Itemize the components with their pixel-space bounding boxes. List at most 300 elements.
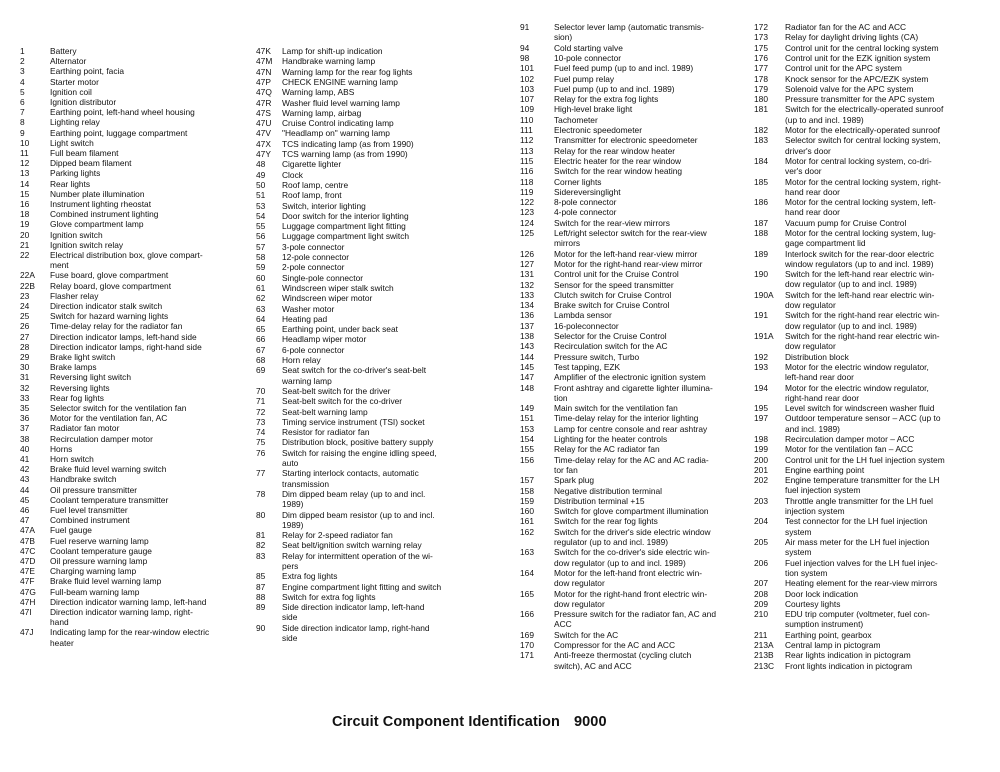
component-description [50,311,168,321]
description-line: Oil pressure transmitter [50,484,138,495]
component-description [50,87,92,97]
component-description [282,345,344,355]
component-entry [520,135,698,145]
component-number: 211 [754,629,768,640]
component-description [785,455,945,465]
description-line: Engine earthing point [785,464,865,475]
component-number: 202 [754,475,768,486]
component-entry [256,386,390,396]
component-number: 131 [520,269,534,280]
component-description [785,249,934,270]
description-line: Pressure switch for the radiator fan, AC and [554,609,716,620]
component-number: 73 [256,416,266,427]
component-description [554,135,698,145]
component-number: 160 [520,506,534,517]
component-entry [20,87,92,97]
component-entry [256,355,321,365]
component-number: 155 [520,444,534,455]
component-number: 122 [520,197,534,208]
component-number: 137 [520,320,534,331]
component-entry [256,180,348,190]
component-entry [754,383,929,404]
component-entry [20,515,130,525]
component-description [554,383,713,404]
description-line: (up to and incl. 1989) [785,114,864,125]
component-entry [520,22,704,43]
component-number: 65 [256,324,266,335]
description-line: left-hand rear door [785,372,854,383]
component-number: 183 [754,135,768,146]
component-number: 107 [520,94,534,105]
description-line: Lighting for the heater controls [554,434,668,444]
component-number: 67 [256,344,266,355]
description-line: Starter motor [50,76,99,87]
description-line: Brake switch for Cruise Control [554,300,670,311]
description-line: Interlock switch for the rear-door electric [785,248,934,259]
description-line: Selector lever lamp (automatic transmis- [554,22,704,32]
component-description [282,623,430,644]
component-description [785,32,918,42]
component-entry [256,571,337,581]
component-description [282,530,393,540]
description-line: driver's door [785,145,831,156]
component-description [785,135,940,156]
description-line: Relay for the extra fog lights [554,94,659,105]
component-description [282,396,402,406]
component-number: 59 [256,262,266,273]
component-number: 54 [256,210,266,221]
component-entry [754,362,929,383]
component-number: 94 [520,42,530,53]
component-description [785,630,872,640]
component-entry [520,259,702,269]
description-line: Test connector for the LH fuel injection [785,516,928,527]
component-number: 30 [20,362,30,373]
description-line: Lamp for centre console and rear ashtray [554,423,708,434]
description-line: Brake lamps [50,362,97,373]
component-number: 145 [520,361,534,372]
component-number: 77 [256,468,266,479]
component-number: 98 [520,52,530,63]
component-number: 80 [256,509,266,520]
component-number: 136 [520,310,534,321]
component-description [50,219,144,229]
component-description [282,87,354,97]
component-description [785,599,840,609]
component-entry [256,273,363,283]
component-entry [20,97,116,107]
component-entry [754,609,930,630]
component-description [785,661,912,671]
description-line: system [785,547,812,558]
component-description [785,434,914,444]
component-number: 87 [256,581,266,592]
component-entry [256,46,383,56]
component-entry [256,221,406,231]
component-description [282,242,344,252]
component-number: 47X [256,138,271,149]
component-description [554,156,681,166]
component-description [785,609,930,630]
component-entry [20,403,186,413]
description-line: Glove compartment lamp [50,219,144,230]
component-description [282,118,394,128]
component-description [282,128,390,138]
component-number: 118 [520,176,534,187]
component-number: 61 [256,282,266,293]
component-number: 190A [754,289,774,300]
component-number: 116 [520,166,534,177]
component-description [50,454,94,464]
component-description [554,568,702,589]
component-description [282,180,348,190]
component-description [785,640,880,650]
component-description [282,98,400,108]
component-number: 143 [520,341,534,352]
component-entry [20,546,152,556]
description-line: Corner lights [554,176,602,187]
component-number: 22B [20,280,35,291]
component-number: 7 [20,107,25,118]
component-description [50,301,162,311]
component-number: 208 [754,588,768,599]
component-entry [520,321,619,331]
component-number: 47G [20,586,36,597]
component-description [282,201,366,211]
component-description [50,270,168,280]
description-line: Fuel gauge [50,525,92,536]
component-number: 165 [520,588,534,599]
description-line: Engine compartment light fitting and switch [282,581,442,592]
description-line: Handbrake switch [50,474,117,485]
description-line: Horn relay [282,355,321,365]
description-line: Reversing lights [50,382,110,393]
component-number: 44 [20,484,30,495]
component-number: 38 [20,433,30,444]
component-number: 184 [754,155,768,166]
component-number: 15 [20,188,30,199]
component-number: 21 [20,239,30,250]
component-number: 47K [256,46,271,56]
description-line: Clock [282,169,303,180]
component-description [50,556,147,566]
component-number: 81 [256,530,266,541]
component-description [282,437,433,447]
component-description [554,290,671,300]
description-line: tor fan [554,464,578,475]
component-description [554,331,667,341]
description-line: Washer motor [282,303,335,314]
description-line: Roof lamp, centre [282,179,349,190]
component-entry [754,640,880,650]
description-line: Front ashtray and cigarette lighter illumina- [554,382,713,393]
description-line: Sidereversinglight [554,186,621,197]
component-description [50,627,209,648]
component-number: 72 [256,406,266,417]
component-number: 47Q [256,87,272,98]
description-line: EDU trip computer (voltmeter, fuel con- [785,609,930,620]
component-number: 193 [754,361,768,372]
component-entry [754,413,940,434]
component-entry [20,107,195,117]
component-number: 186 [754,197,768,208]
component-description [785,74,928,84]
component-entry [520,424,707,434]
description-line: Distribution terminal +15 [554,495,645,506]
description-line: Ignition switch relay [50,239,124,250]
component-number: 213A [754,640,774,650]
component-description [785,125,940,135]
description-line: 1989) [282,499,304,510]
component-number: 56 [256,231,266,242]
description-line: Fuel reserve warning lamp [50,535,149,546]
component-entry [20,607,193,628]
component-description [50,536,149,546]
component-description [50,444,72,454]
component-entry [520,383,713,404]
component-number: 89 [256,602,266,613]
component-description [554,94,658,104]
component-description [50,107,195,117]
component-number: 75 [256,437,266,448]
component-description [554,125,642,135]
component-entry [256,427,370,437]
component-number: 201 [754,464,768,475]
component-description [554,496,645,506]
component-description [554,506,709,516]
component-entry [754,475,940,496]
component-description [282,77,398,87]
description-line: Clutch switch for Cruise Control [554,289,672,300]
component-entry [754,516,927,537]
description-line: Motor for central locking system, co-dri- [785,155,932,166]
description-line: Fuse board, glove compartment [50,270,169,281]
description-line: Direction indicator lamps, right-hand side [50,341,202,352]
component-number: 19 [20,219,30,230]
component-number: 47N [256,66,272,77]
component-entry [754,269,934,290]
description-line: Motor for the electric window regulator, [785,361,929,372]
component-entry [256,149,408,159]
component-number: 46 [20,505,30,515]
component-entry [256,540,422,550]
description-line: Windscreen wiper motor [282,293,373,304]
description-line: High-level brake light [554,104,633,115]
component-entry [20,301,162,311]
description-line: and incl. 1989) [785,423,840,434]
component-number: 47M [256,56,273,67]
component-description [785,496,933,517]
description-line: Switch for the left-hand rear electric win- [785,289,935,300]
component-description [785,589,858,599]
component-number: 132 [520,279,534,290]
component-entry [754,218,906,228]
component-description [50,342,202,352]
description-line: Cold starting valve [554,42,623,53]
component-description [554,640,675,650]
component-number: 22 [20,250,30,260]
component-number: 57 [256,241,266,252]
component-description [554,413,698,423]
component-number: 47R [256,97,272,108]
description-line: Pressure transmitter for the APC system [785,94,935,105]
component-description [50,117,100,127]
component-entry [754,197,936,218]
component-description [282,139,414,149]
component-entry [520,331,667,341]
description-line: system [785,526,812,537]
component-number: 134 [520,300,534,311]
description-line: Seat switch for the co-driver's seat-belt [282,365,427,376]
component-entry [520,146,675,156]
component-entry [520,74,614,84]
description-line: Level switch for windscreen washer fluid [785,403,935,414]
description-line: Direction indicator warning lamp, left-hand [50,596,207,607]
component-entry [20,525,92,535]
component-number: 47V [256,128,271,139]
component-number: 5 [20,86,25,97]
component-entry [20,332,197,342]
description-line: Handbrake warning lamp [282,56,376,67]
component-description [554,74,614,84]
description-line: tion [554,392,568,403]
component-entry [256,139,414,149]
component-entry [256,108,361,118]
component-entry [20,189,145,199]
description-line: window regulators (up to and incl. 1989) [785,258,934,269]
component-number: 26 [20,321,30,332]
component-number: 42 [20,464,30,475]
component-entry [520,372,706,382]
description-line: Lamp for shift-up indication [282,46,383,56]
component-description [785,444,913,454]
description-line: Ignition distributor [50,97,117,107]
description-line: pers [282,560,299,571]
component-description [785,290,934,311]
component-description [50,291,98,301]
component-entry [256,489,425,510]
component-entry [754,465,864,475]
component-number: 147 [520,372,534,383]
description-line: Single-pole connector [282,272,364,283]
component-entry [754,578,937,588]
component-number: 200 [754,454,768,465]
component-entry [754,589,858,599]
component-entry [256,170,303,180]
component-entry [20,209,158,219]
component-description [785,197,936,218]
description-line: warning lamp [282,375,332,386]
component-entry [520,228,707,249]
component-entry [20,270,168,280]
component-description [785,43,939,53]
component-entry [20,240,123,250]
description-line: Test tapping, EZK [554,361,621,372]
component-description [282,510,435,531]
description-line: Control unit for the EZK ignition system [785,52,931,63]
component-entry [520,609,716,630]
component-number: 13 [20,168,30,179]
description-line: Amplifier of the electronic ignition system [554,372,706,383]
description-line: Earthing point, under back seat [282,324,398,335]
component-entry [256,437,433,447]
description-line: dow regulator [554,578,605,589]
component-description [50,281,171,291]
description-line: Front lights indication in pictogram [785,660,913,671]
component-entry [20,444,72,454]
description-line: Direction indicator warning lamp, right- [50,607,193,617]
description-line: Cruise Control indicating lamp [282,118,394,129]
description-line: mirrors [554,238,581,249]
component-entry [256,77,398,87]
component-entry [256,252,349,262]
component-number: 189 [754,248,768,259]
component-entry [754,53,930,63]
description-line: Ignition switch [50,229,103,240]
component-entry [20,148,118,158]
component-entry [520,650,691,671]
component-number: 60 [256,272,266,283]
component-entry [256,190,342,200]
component-number: 126 [520,248,534,259]
description-line: Windscreen wiper stalk switch [282,282,394,293]
description-line: Warning lamp, ABS [282,87,355,98]
component-entry [256,530,393,540]
component-entry [754,455,945,465]
component-description [785,403,934,413]
description-line: Lambda sensor [554,310,612,321]
description-line: hand rear door [785,186,840,197]
component-entry [20,413,167,423]
component-number: 27 [20,331,30,342]
description-line: Switch for raising the engine idling speed, [282,447,437,458]
description-line: ACC [554,619,572,630]
component-description [50,209,158,219]
component-entry [256,396,402,406]
component-entry [20,179,90,189]
component-number: 47D [20,556,36,566]
component-description [785,578,937,588]
component-number: 181 [754,104,768,115]
description-line: Charging warning lamp [50,566,137,577]
component-number: 157 [520,475,534,486]
component-entry [256,304,334,314]
component-entry [520,547,710,568]
description-line: Warning lamp, airbag [282,107,362,118]
component-number: 124 [520,217,534,228]
component-number: 71 [256,396,266,407]
component-description [282,602,424,623]
component-number: 1 [20,46,25,56]
component-description [554,249,697,259]
description-line: dow regulator [554,598,605,609]
component-number: 20 [20,229,30,240]
description-line: Seat-belt switch for the driver [282,385,391,396]
component-description [50,148,118,158]
description-line: Oil pressure warning lamp [50,556,148,566]
description-line: Distribution block [785,351,849,362]
description-line: 3-pole connector [282,241,345,252]
component-number: 47I [20,607,32,617]
description-line: Fuel pump relay [554,73,615,84]
component-entry [754,403,934,413]
component-number: 55 [256,221,266,232]
component-entry [256,623,430,644]
description-line: Parking lights [50,168,101,179]
component-entry [520,43,623,53]
component-description [785,362,929,383]
component-number: 149 [520,403,534,414]
